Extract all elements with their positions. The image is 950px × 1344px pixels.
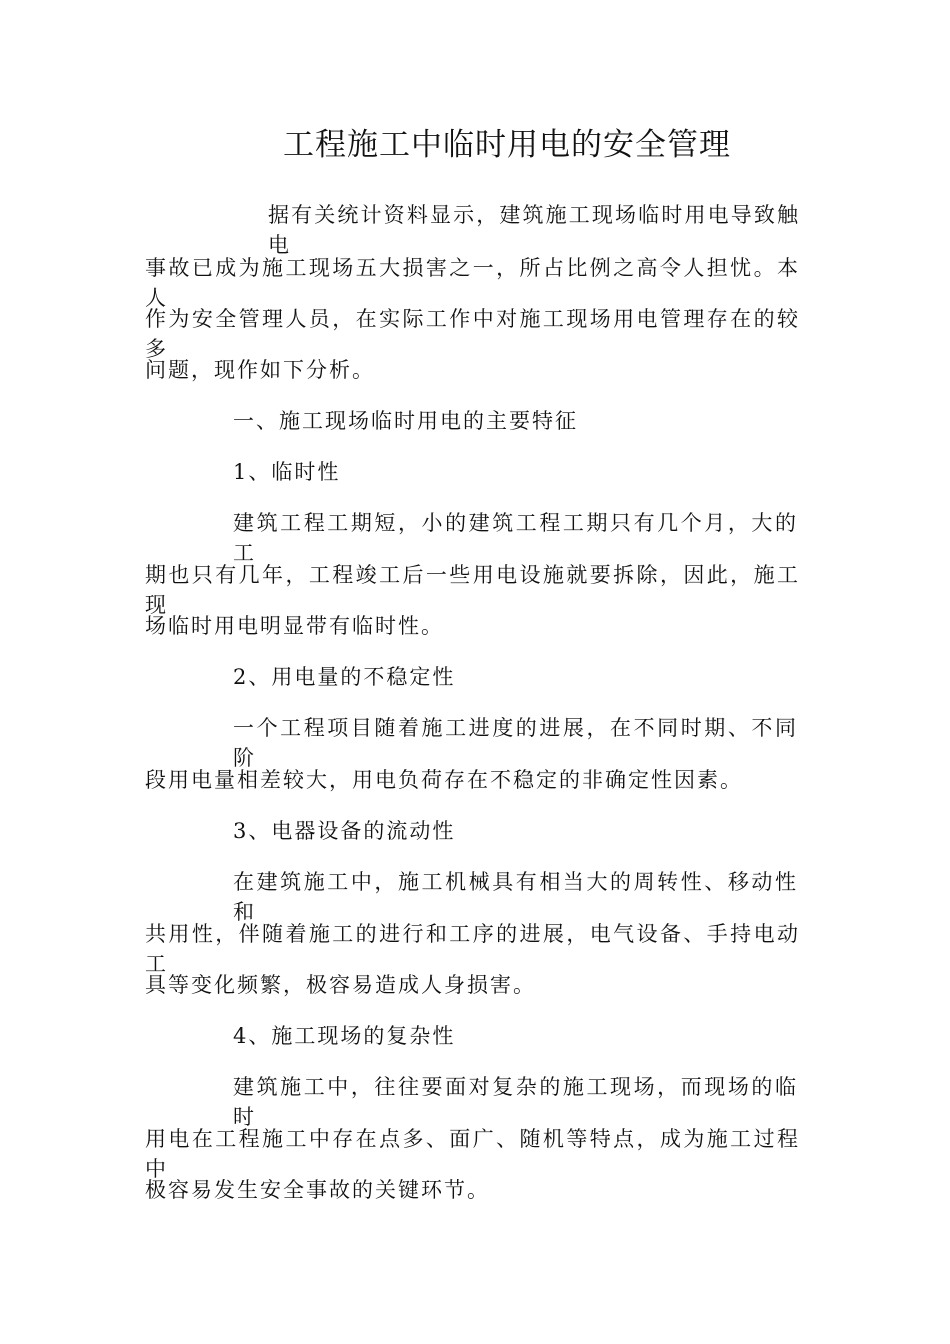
paragraph-line: 问题，现作如下分析。 [145,358,375,382]
paragraph-line: 具等变化频繁，极容易造成人身损害。 [145,973,536,997]
paragraph-line: 期也只有几年，工程竣工后一些用电设施就要拆除，因此，施工现 [145,563,800,617]
paragraph-line: 建筑施工中，往往要面对复杂的施工现场，而现场的临时 [233,1075,798,1129]
paragraph-line: 段用电量相差较大，用电负荷存在不稳定的非确定性因素。 [145,768,743,792]
paragraph-line: 在建筑施工中，施工机械具有相当大的周转性、移动性和 [233,870,798,924]
subsection-heading: 4、施工现场的复杂性 [233,1024,456,1048]
subsection-heading: 3、电器设备的流动性 [233,819,456,843]
paragraph-line: 用电在工程施工中存在点多、面广、随机等特点，成为施工过程中 [145,1127,800,1181]
paragraph-line: 极容易发生安全事故的关键环节。 [145,1178,490,1202]
paragraph-line: 作为安全管理人员，在实际工作中对施工现场用电管理存在的较多 [145,307,800,361]
paragraph-line: 事故已成为施工现场五大损害之一，所占比例之高令人担忧。本人 [145,256,800,310]
section-heading: 一、施工现场临时用电的主要特征 [233,409,578,433]
paragraph-line: 场临时用电明显带有临时性。 [145,614,444,638]
subsection-heading: 1、临时性 [233,460,341,484]
paragraph-line: 据有关统计资料显示，建筑施工现场临时用电导致触电 [268,203,800,257]
paragraph-line: 一个工程项目随着施工进度的进展，在不同时期、不同阶 [233,716,798,770]
paragraph-line: 共用性，伴随着施工的进行和工序的进展，电气设备、手持电动工 [145,922,800,976]
paragraph-line: 建筑工程工期短，小的建筑工程工期只有几个月，大的工 [233,511,798,565]
subsection-heading: 2、用电量的不稳定性 [233,665,456,689]
document-title: 工程施工中临时用电的安全管理 [283,127,731,163]
